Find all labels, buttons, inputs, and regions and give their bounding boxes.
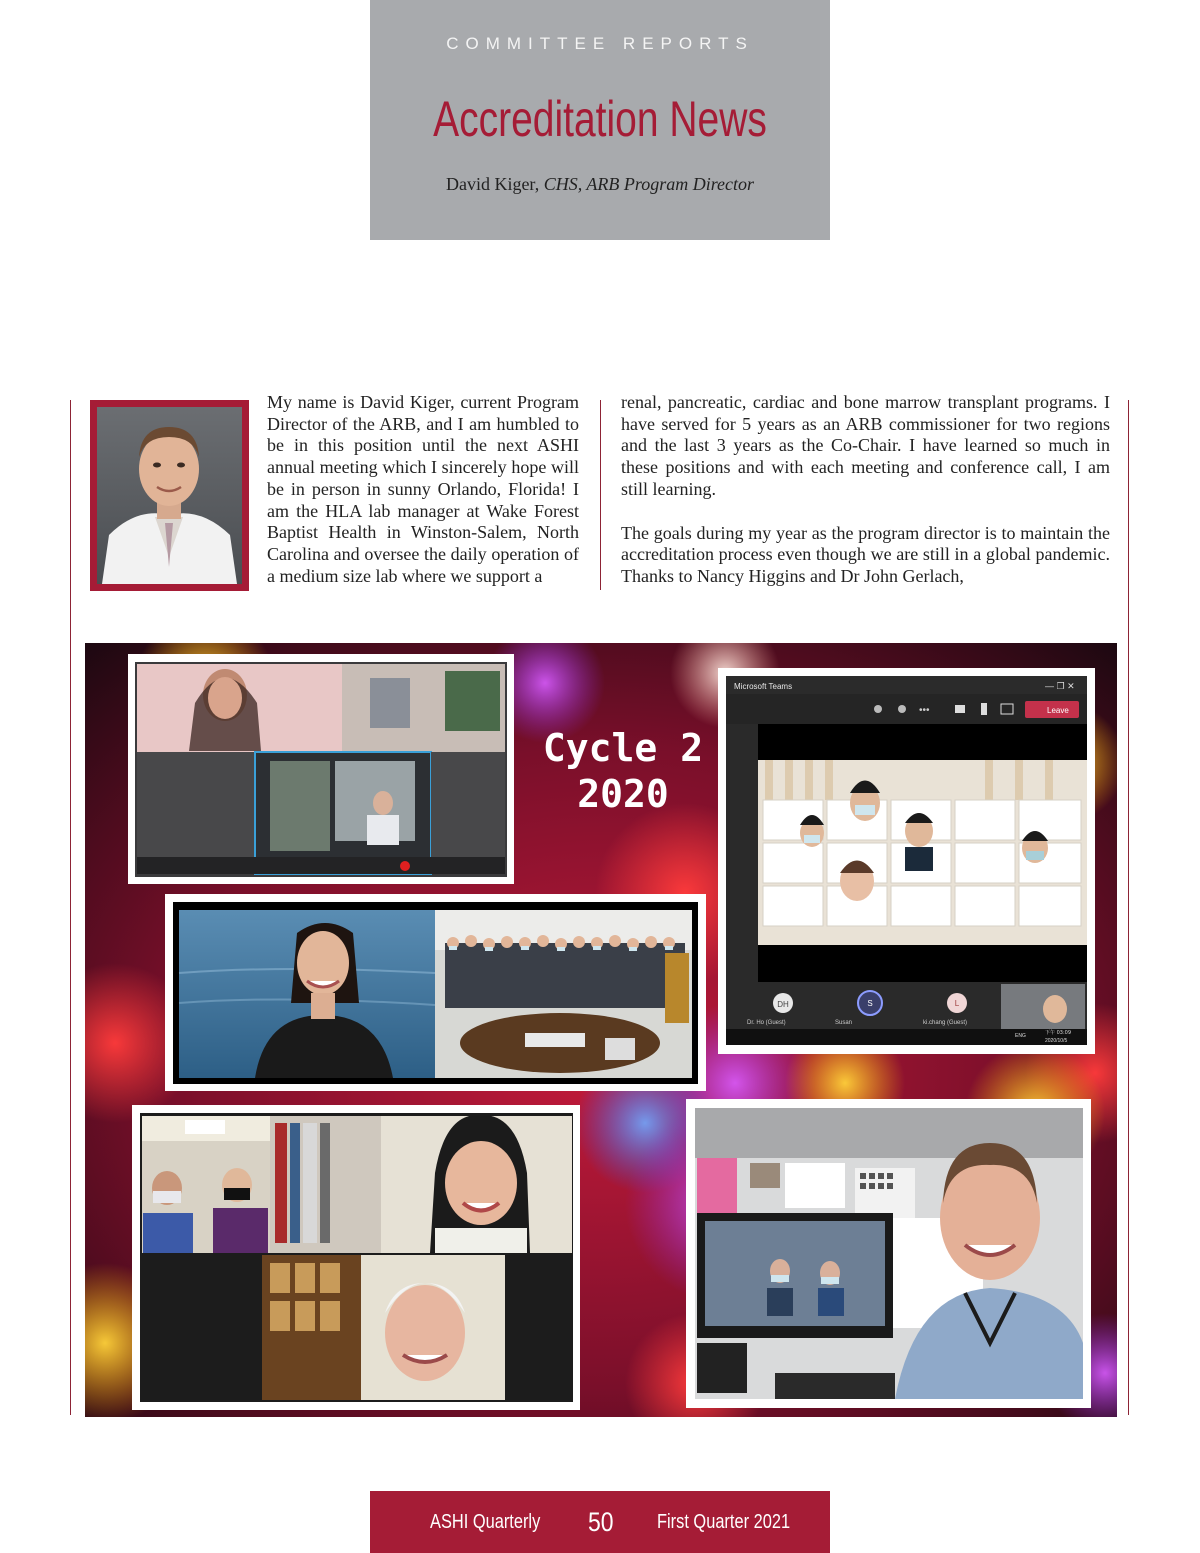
zoom-grid-photo [132, 1105, 580, 1410]
office-selfie-photo [686, 1099, 1091, 1408]
participant-l-initials: L [954, 999, 960, 1008]
collage-graphic [85, 643, 1117, 1417]
group-meeting-photo [165, 894, 706, 1091]
participant-s-initials: S [867, 999, 873, 1008]
section-kicker: COMMITTEE REPORTS [446, 34, 754, 53]
article-title: Accreditation News [433, 91, 767, 147]
svg-text:•••: ••• [919, 705, 930, 716]
page-footer [370, 1491, 830, 1553]
teams-meeting-photo [718, 668, 1095, 1054]
column-divider [600, 400, 601, 590]
author-role: CHS, ARB Program Director [543, 174, 755, 194]
collage-caption-line-1: Cycle 2 [542, 726, 704, 770]
collage-caption-line-2: 2020 [577, 772, 669, 816]
footer-issue: First Quarter 2021 [657, 1511, 791, 1533]
right-paragraph-2: The goals during my year as the program director is to maintain the accreditation process even though we are still in a global pandemic. Thanks to Nancy Higgins and Dr John Gerlach, [621, 522, 1110, 586]
left-column [267, 392, 579, 587]
teams-window-title: Microsoft Teams [734, 682, 793, 691]
svg-text:— ❐ ✕: — ❐ ✕ [1045, 681, 1075, 691]
header-box [370, 0, 830, 240]
participant-dh-initials: DH [777, 1000, 789, 1009]
participant-l-name: ki.chang (Guest) [923, 1020, 968, 1026]
byline [370, 174, 830, 195]
participant-s-name: Susan [835, 1020, 853, 1026]
right-page-rule [1128, 400, 1129, 1415]
left-page-rule [70, 400, 71, 1415]
teams-leave-button: Leave [1047, 706, 1069, 715]
right-paragraph-1: renal, pancreatic, cardiac and bone marrow transplant programs. I have served for 5 years as an ARB commissioner for two regions and the last 3 years as the Co-Chair. I have learned so much in these positions and with each meeting and conference call, I am still learning. [621, 392, 1110, 499]
author-name: David Kiger, [445, 174, 540, 194]
tray-language: ENG [1015, 1033, 1026, 1039]
photo-collage [85, 643, 1117, 1417]
author-portrait [90, 400, 249, 591]
left-column-text: My name is David Kiger, current Program Director of the ARB, and I am humbled to be in this position until the next ASHI annual meeting which I sincerely hope will be in person in sunny Orlando, Florida! I am the HLA lab manager at Wake Forest Baptist Health in Winston-Salem, North Carolina and oversee the daily operation of a medium size lab where we support a [267, 392, 579, 586]
participant-dh-name: Dr. Ho (Guest) [747, 1020, 786, 1026]
right-column [621, 392, 1110, 588]
footer-page-number: 50 [588, 1507, 614, 1537]
footer-publication: ASHI Quarterly [430, 1511, 541, 1533]
zoom-meeting-photo [128, 654, 514, 884]
tray-clock: 下午 03:09 [1045, 1030, 1071, 1036]
tray-date: 2020/10/5 [1045, 1038, 1068, 1044]
